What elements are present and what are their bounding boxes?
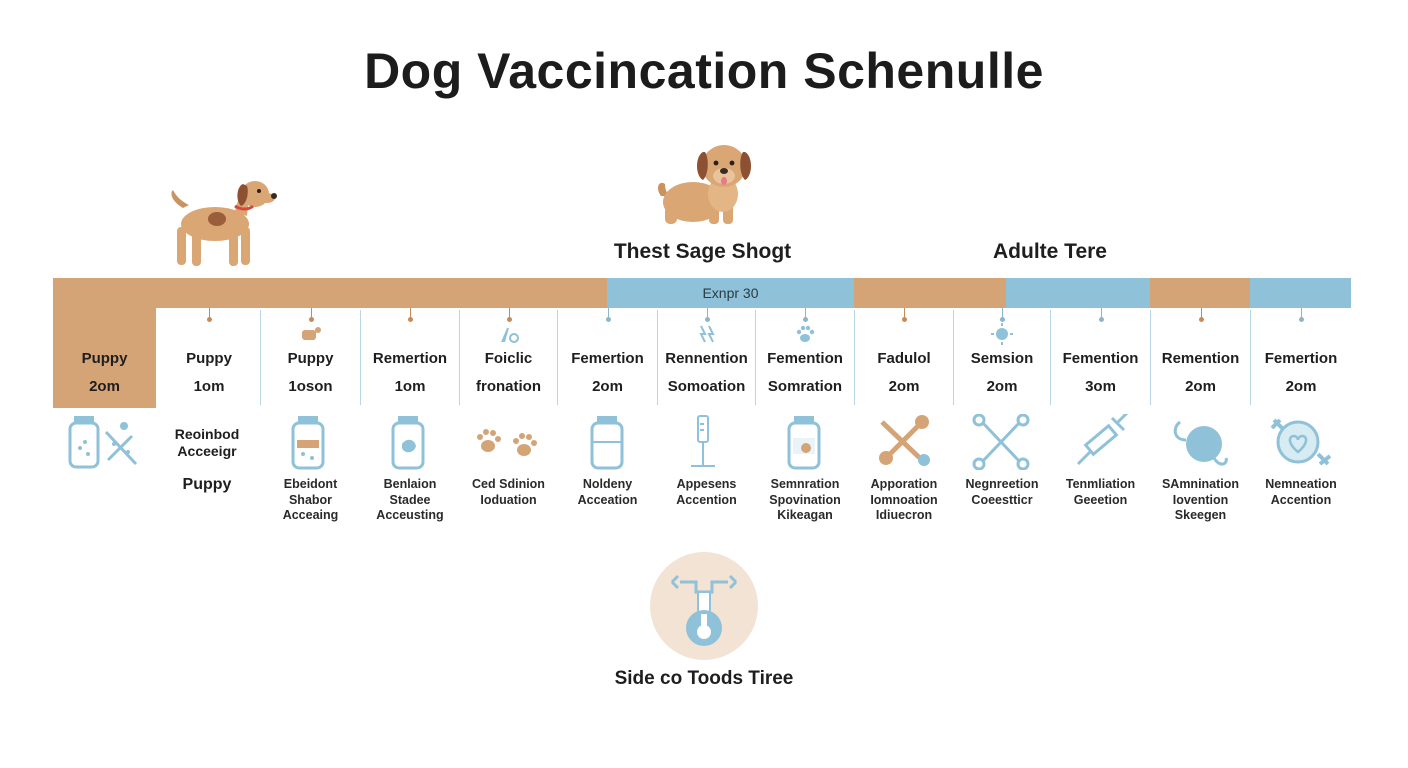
crossed-tools-icon (874, 414, 934, 470)
schedule-column (158, 308, 260, 408)
timeline-tick (904, 308, 905, 320)
timeline-tick (311, 308, 312, 320)
timeline-tick (209, 308, 210, 320)
vial-scatter-icon (66, 414, 142, 470)
lightning-icon (695, 322, 719, 346)
column-age: 1om (394, 378, 426, 395)
schedule-column (756, 308, 854, 408)
sun-icon (990, 322, 1014, 346)
column-age: 2om (592, 378, 623, 395)
column-description: Apporation Iomnoation Idiuecron (870, 477, 938, 522)
column-name: Rennention (665, 350, 748, 367)
timeline-tick (1101, 308, 1102, 320)
column-divider (854, 310, 855, 405)
stage-label-middle: Thest Sage Shogt (613, 240, 792, 263)
column-divider (557, 310, 558, 405)
column-name: Fadulol (877, 350, 931, 367)
column-divider (459, 310, 460, 405)
timeline-tick (1301, 308, 1302, 320)
column-age: 3om (1085, 378, 1116, 395)
timeline-tick (410, 308, 411, 320)
timeline-tick (1002, 308, 1003, 320)
column-divider (953, 310, 954, 405)
column-description: Benlaion Stadee Acceusting (376, 477, 444, 522)
puppy-extra-label: Puppy (182, 476, 232, 493)
column-divider (1250, 310, 1251, 405)
vial-icon (587, 414, 627, 470)
bar-segment-tan (53, 278, 607, 308)
vial-icon (784, 414, 824, 470)
schedule-column (361, 308, 459, 408)
column-name: Puppy (81, 350, 128, 367)
column-divider (1050, 310, 1051, 405)
bar-segment-blue (1250, 278, 1351, 308)
column-description: Ebeidont Shabor Acceaing (282, 477, 339, 522)
column-name: Semsion (970, 350, 1034, 367)
sitting-puppy-icon (653, 136, 753, 228)
bar-segment-blue (1006, 278, 1150, 308)
column-divider (755, 310, 756, 405)
column-name: Femention (767, 350, 843, 367)
schedule-column (261, 308, 360, 408)
vial-icon (388, 414, 428, 470)
timeline-tick (608, 308, 609, 320)
column-age: 2om (1185, 378, 1216, 395)
column-name: Puppy (287, 350, 334, 367)
column-divider (1150, 310, 1151, 405)
column-description: Nemneation Accention (1265, 477, 1337, 507)
column-age: Somration (767, 378, 843, 395)
puppy-extra-note: Reoinbod Acceeigr (174, 426, 240, 459)
column-description: Semnration Spovination Kikeagan (769, 477, 841, 522)
page-title: Dog Vaccincation Schenulle (364, 43, 1044, 99)
syringe-stand-icon (688, 414, 718, 470)
heart-tag-icon (1268, 414, 1334, 470)
tools-icon (497, 322, 521, 346)
crossed-bones-icon (972, 414, 1030, 470)
schedule-column (1251, 308, 1351, 408)
column-divider (260, 310, 261, 405)
schedule-column (954, 308, 1050, 408)
column-description: Appesens Accention (676, 477, 737, 507)
timeline-tick (1201, 308, 1202, 320)
column-name: Foiclic (484, 350, 533, 367)
timeline-bar (53, 278, 1351, 308)
stage-label-adult: Adulte Tere (993, 240, 1107, 263)
column-description: SAmnination Iovention Skeegen (1161, 477, 1240, 522)
column-age: 2om (89, 378, 120, 395)
column-name: Femertion (1264, 350, 1338, 367)
schedule-column (53, 308, 156, 408)
schedule-column (1051, 308, 1150, 408)
bottom-label: Side co Toods Tiree (614, 668, 794, 689)
bar-segment-tan (854, 278, 1006, 308)
yarn-ball-icon (1170, 414, 1232, 474)
timeline-tick (805, 308, 806, 320)
column-name: Puppy (186, 350, 232, 367)
timeline-tick (509, 308, 510, 320)
paw-icon (793, 322, 817, 346)
bar-label: Exnpr 30 (702, 285, 759, 301)
schedule-column (855, 308, 953, 408)
column-name: Femention (1062, 350, 1139, 367)
schedule-column (558, 308, 657, 408)
column-age: 2om (986, 378, 1018, 395)
schedule-column (460, 308, 557, 408)
column-name: Remertion (372, 350, 448, 367)
paw-prints-icon (474, 424, 542, 460)
column-age: 2om (1285, 378, 1317, 395)
puppy-bottle-icon (299, 322, 323, 346)
column-description: Negnreetion Coeestticr (965, 477, 1039, 507)
column-age: 1om (193, 378, 225, 395)
column-name: Remention (1161, 350, 1240, 367)
timeline-tick (707, 308, 708, 320)
column-description: Noldeny Acceation (577, 477, 638, 507)
syringe-icon (1072, 414, 1134, 470)
column-age: 1oson (288, 378, 333, 395)
column-name: Femertion (571, 350, 644, 367)
column-description: Tenmliation Geeetion (1065, 477, 1136, 507)
column-description: Ced Sdinion Ioduation (472, 477, 545, 507)
column-divider (657, 310, 658, 405)
column-divider (360, 310, 361, 405)
bar-segment-tan (1150, 278, 1250, 308)
column-age: fronation (476, 378, 541, 395)
vial-icon (288, 414, 328, 470)
standing-puppy-icon (165, 172, 280, 272)
column-age: 2om (888, 378, 920, 395)
vaccine-vial-holder-icon (650, 552, 758, 660)
schedule-column (1151, 308, 1250, 408)
schedule-column (658, 308, 755, 408)
column-age: Somoation (667, 378, 746, 395)
